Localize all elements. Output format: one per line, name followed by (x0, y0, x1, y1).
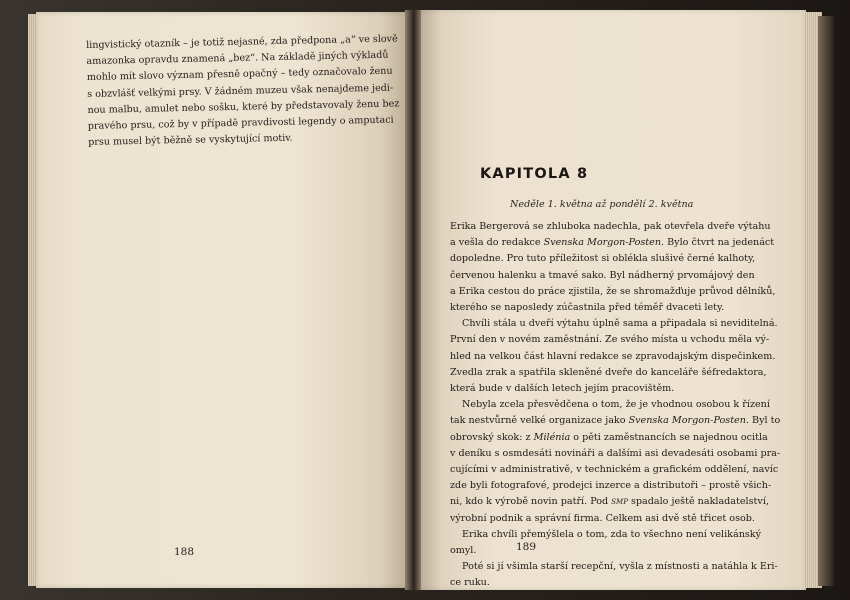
text-run: ni, kdo k výrobě novin patří. Pod (450, 496, 612, 508)
text-line: cujícími v administrativě, v technickém a grafickém oddělení, navíc (450, 464, 779, 476)
text-line: pravého prsu, což by v případě pravdivosti legendy o amputaci (87, 114, 394, 132)
chapter-title: KAPITOLA 8 (480, 166, 589, 182)
text-line: Erika Bergerová se zhluboka nadechla, pak otevřela dveře výtahu (450, 221, 771, 232)
text-run: tak nestvůrně velké organizace jako (450, 415, 629, 427)
newspaper-name: Svenska Morgon-Posten (628, 415, 746, 427)
text-line: hled na velkou část hlavní redakce se zpravodajským dispečinkem. (450, 350, 776, 362)
text-run: o pěti zaměstnancích se najednou ocitla (570, 431, 768, 443)
text-line: výrobní podnik a správní firma. Celkem asi dvě stě třicet osob. (450, 512, 755, 524)
abbreviation: smp (611, 496, 628, 508)
text-run: a vešla do redakce (450, 237, 544, 249)
text-run: . Byl to (745, 415, 781, 427)
text-line: Poté si jí všimla starší recepční, vyšla z místnosti a natáhla k Eri- (462, 561, 778, 573)
magazine-name: Milénia (533, 431, 571, 443)
text-line: První den v novém zaměstnání. Ze svého místa u vchodu měla vý- (450, 334, 770, 346)
text-line: kterého se naposledy zúčastnila před téměř dvaceti lety. (450, 302, 725, 314)
text-line (450, 494, 769, 510)
text-line: mohlo mít slovo význam přesně opačný – tedy označovalo ženu (86, 65, 393, 84)
text-run: . Bylo čtvrt na jedenáct (661, 237, 775, 249)
text-line: Chvíli stála u dveří výtahu úplně sama a připadala si neviditelná. (462, 318, 778, 330)
chapter-subtitle: Neděle 1. května až pondělí 2. května (510, 199, 694, 210)
text-line: prsu musel být běžně se vyskytující motiv. (88, 132, 293, 149)
text-line: nou malbu, amulet nebo sošku, které by představovaly ženu bez (87, 98, 400, 116)
text-line: amazonka opravdu znamená „bez“. Na základě jiných výkladů (86, 49, 389, 68)
page-number-left: 188 (174, 546, 195, 558)
text-line (450, 235, 775, 251)
left-page-text (86, 32, 400, 151)
book-gutter (405, 10, 421, 590)
text-line: Zvedla zrak a spatřila skleněné dveře do kanceláře šéfredaktora, (450, 366, 767, 378)
text-line: Erika chvíli přemýšlela o tom, zda to všechno není velikánský (462, 528, 762, 540)
text-line: dopoledne. Pro tuto příležitost si oblékla slušivé černé kalhoty, (450, 253, 756, 265)
text-line: ce ruku. (450, 577, 490, 589)
text-line: omyl. (450, 545, 477, 557)
text-line: Nebyla zcela přesvědčena o tom, že je vhodnou osobou k řízení (462, 399, 770, 411)
right-page-text (450, 219, 781, 592)
text-line (450, 413, 781, 429)
text-line: a Erika cestou do práce zjistila, že se shromažďuje průvod dělníků, (450, 285, 776, 297)
text-line: zde byli fotografové, prodejci inzerce a distributoři – prostě všich- (450, 480, 772, 492)
newspaper-name: Svenska Morgon-Posten (543, 237, 661, 249)
book-cover-edge (818, 16, 834, 586)
text-line: s obzvlášť velkými prsy. V žádném muzeu však nenajdeme jedi- (87, 82, 394, 100)
text-line: která bude v dalších letech jejím pracovištěm. (450, 383, 675, 395)
page-number-right: 189 (516, 541, 537, 553)
text-run: obrovský skok: z (450, 431, 534, 443)
text-line: lingvistický otazník – je totiž nejasné, zda předpona „a“ ve slově (86, 33, 398, 51)
text-run: spadalo ještě nakladatelství, (627, 496, 769, 508)
text-line: v deníku s osmdesáti novináři a dalšími asi devadesáti osobami pra- (450, 447, 781, 459)
text-line (450, 430, 768, 446)
text-line: červenou halenku a tmavé sako. Byl nádherný prvomájový den (450, 269, 755, 281)
